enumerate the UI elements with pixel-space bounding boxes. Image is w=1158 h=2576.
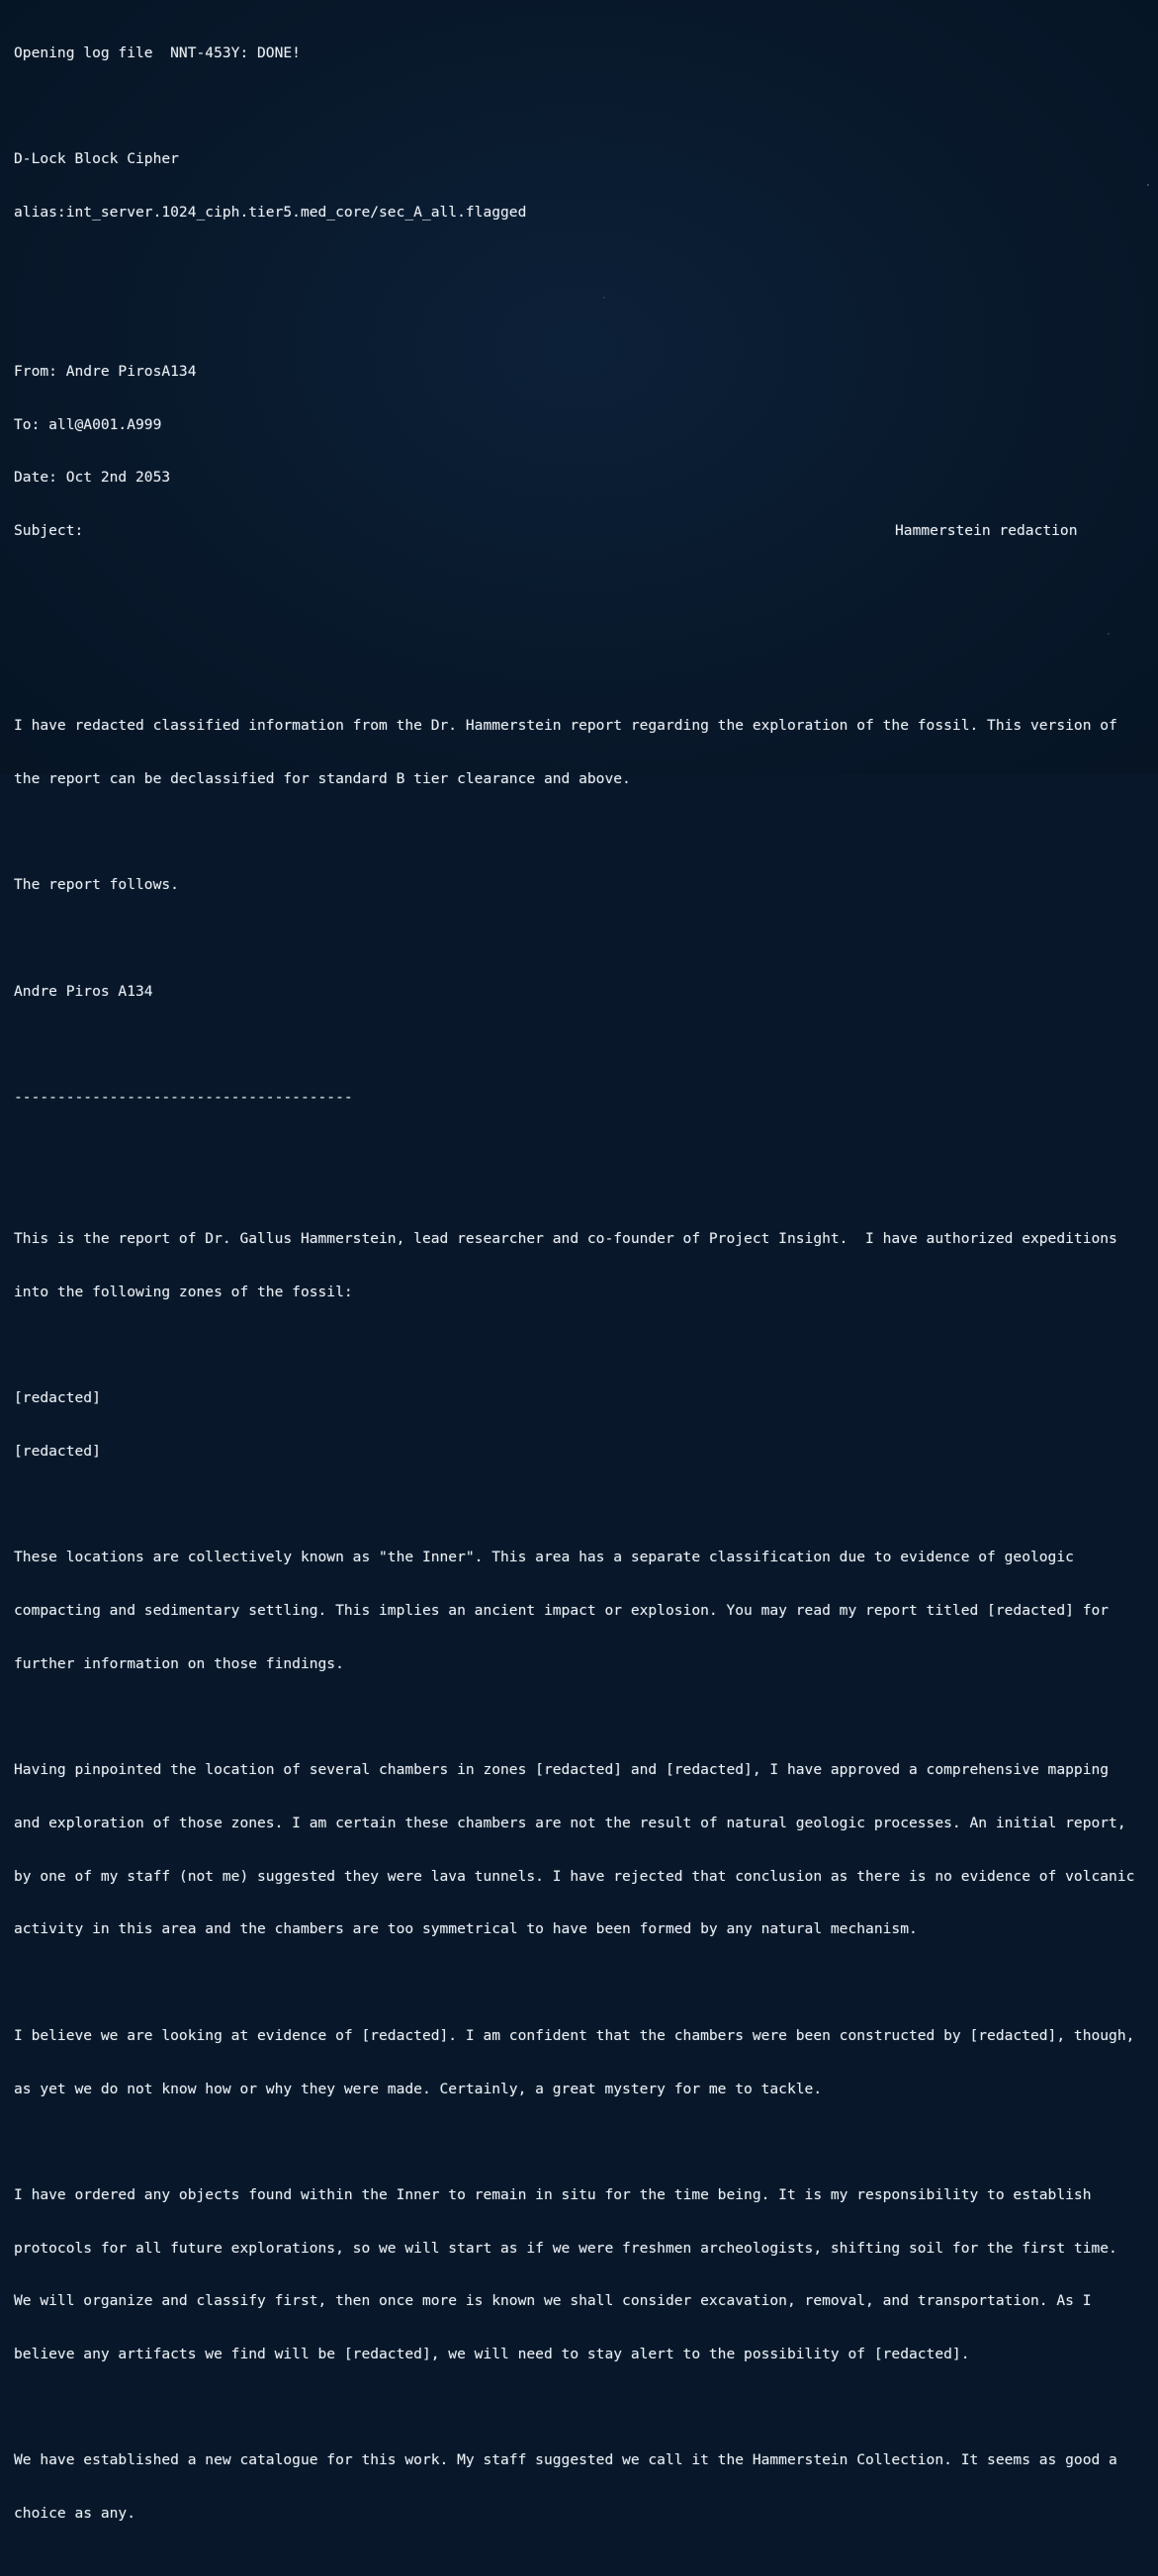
report-paragraph-line: believe any artifacts we find will be [redacted], we will need to stay alert to the possibility of [redacted]. <box>14 2346 970 2363</box>
report-paragraph-line: Having pinpointed the location of several chambers in zones [redacted] and [redacted], I have approved a comprehensive mapping <box>14 1761 1110 1779</box>
email-body <box>14 681 1151 1141</box>
report-paragraph-line: choice as any. <box>14 2505 136 2523</box>
email-signature: Andre Piros A134 <box>14 982 153 1000</box>
report-paragraph-line: and exploration of those zones. I am certain these chambers are not the result of natural geologic processes. An initial report, <box>14 1814 1126 1831</box>
report-paragraph-line: This is the report of Dr. Gallus Hammerstein, lead researcher and co-founder of Project Insight. I have authorized expeditions <box>14 1230 1117 1248</box>
spacer <box>14 2133 1151 2151</box>
email-to: To: all@A001.A999 <box>14 415 162 433</box>
spacer <box>14 1709 1151 1727</box>
screen-noise-speck <box>1147 184 1149 186</box>
report-paragraph-line: I have ordered any objects found within the Inner to remain in situ for the time being. It is my responsibility to establish <box>14 2185 1092 2203</box>
spacer <box>14 2399 1151 2417</box>
report-paragraph-line: We have established a new catalogue for this work. My staff suggested we call it the Hammerstein Collection. It seems as good a <box>14 2451 1117 2469</box>
intro-line: I have redacted classified information from the Dr. Hammerstein report regarding the exploration of the fossil. This version of <box>14 717 1117 735</box>
report-body <box>14 1195 1151 2557</box>
email-subject-value: Hammerstein redaction <box>895 522 1078 540</box>
report-follows-line: The report follows. <box>14 876 179 894</box>
report-paragraph-line: further information on those findings. <box>14 1654 344 1672</box>
spacer <box>14 611 1151 629</box>
spacer <box>14 824 1151 842</box>
redacted-zone: [redacted] <box>14 1443 101 1461</box>
spacer <box>14 1035 1151 1053</box>
report-paragraph-line: as yet we do not know how or why they were made. Certainly, a great mystery for me to tackle. <box>14 2080 823 2097</box>
report-paragraph-line: compacting and sedimentary settling. This implies an ancient impact or explosion. You may read my report titled [redacted] for <box>14 1602 1110 1620</box>
opening-status-line: Opening log file NNT-453Y: DONE! <box>14 44 301 61</box>
divider-line: --------------------------------------- <box>14 1089 353 1107</box>
spacer <box>14 257 1151 275</box>
terminal-log-view <box>14 9 1151 2576</box>
report-paragraph-line: into the following zones of the fossil: <box>14 1283 353 1300</box>
email-header <box>14 327 1151 576</box>
screen-noise-speck <box>1108 633 1110 635</box>
cipher-name: D-Lock Block Cipher <box>14 150 179 168</box>
email-subject-row <box>14 522 1151 540</box>
report-paragraph-line: by one of my staff (not me) suggested they were lava tunnels. I have rejected that conclusion as there is no evidence of volcanic <box>14 1867 1135 1885</box>
report-paragraph-line: I believe we are looking at evidence of [redacted]. I am confident that the chambers were been constructed by [redacted], though, <box>14 2026 1135 2044</box>
screen-noise-speck <box>603 297 605 299</box>
email-from: From: Andre PirosA134 <box>14 363 197 381</box>
report-paragraph-line: activity in this area and the chambers are too symmetrical to have been formed by any natural mechanism. <box>14 1920 918 1938</box>
report-paragraph-line: We will organize and classify first, then once more is known we shall consider excavation, removal, and transportation. As I <box>14 2292 1092 2310</box>
spacer <box>14 98 1151 116</box>
spacer <box>14 930 1151 947</box>
spacer <box>14 1974 1151 1992</box>
email-subject-label: Subject: <box>14 522 84 540</box>
spacer <box>14 1337 1151 1355</box>
intro-line: the report can be declassified for standard B tier clearance and above. <box>14 769 631 787</box>
cipher-alias: alias:int_server.1024_ciph.tier5.med_core/sec_A_all.flagged <box>14 203 527 221</box>
email-date: Date: Oct 2nd 2053 <box>14 469 171 487</box>
redacted-zone: [redacted] <box>14 1389 101 1407</box>
spacer <box>14 1496 1151 1514</box>
report-paragraph-line: protocols for all future explorations, so we will start as if we were freshmen archeologists, shifting soil for the first time. <box>14 2239 1117 2257</box>
report-paragraph-line: These locations are collectively known as "the Inner". This area has a separate classification due to evidence of geologic <box>14 1549 1074 1566</box>
